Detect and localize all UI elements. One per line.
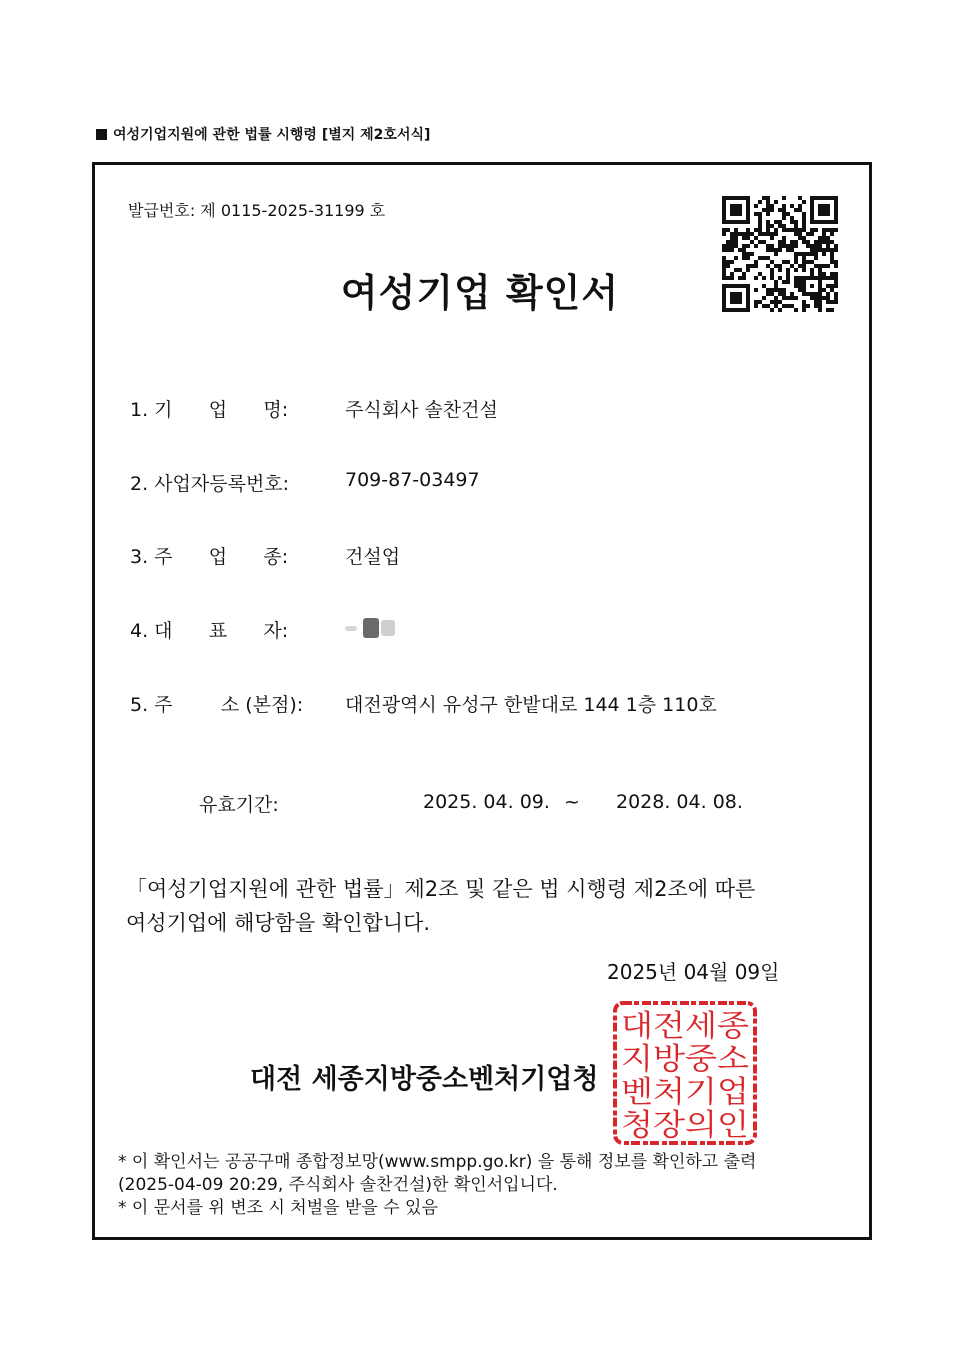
field-label-address: 5. 주 소 (본점): [130,694,304,716]
issue-date: 2025년 04월 09일 [607,960,780,984]
form-label-text: 여성기업지원에 관한 법률 시행령 [별지 제2호서식] [113,127,431,143]
field-value-representative [345,616,401,639]
official-seal-stamp [612,1000,758,1146]
form-label [96,124,430,144]
seal-text-line: 벤처기업 [621,1075,749,1110]
seal-text-line: 대전세종 [621,1009,750,1044]
statement-line-1: 「여성기업지원에 관한 법률」제2조 및 같은 법 시행령 제2조에 따른 [126,877,756,901]
note-line-3: * 이 문서를 위 변조 시 처벌을 받을 수 있음 [118,1198,438,1218]
field-label-representative: 4. 대 표 자: [130,620,289,642]
field-value-address: 대전광역시 유성구 한밭대로 144 1층 110호 [345,694,717,716]
qr-code-icon [722,196,838,312]
validity-separator: ~ [564,791,580,813]
field-label-company-name: 1. 기 업 명: [130,399,289,421]
field-value-business-number: 709-87-03497 [345,469,480,491]
issue-number: 발급번호: 제 0115-2025-31199 호 [128,201,386,220]
validity-label: 유효기간: [199,794,279,816]
seal-text-line: 청장의인 [621,1108,749,1143]
square-bullet-icon [96,129,107,140]
field-label-industry: 3. 주 업 종: [130,546,289,568]
field-value-company-name: 주식회사 솔찬건설 [345,399,498,421]
validity-end-date: 2028. 04. 08. [616,791,743,813]
field-label-business-number: 2. 사업자등록번호: [130,473,290,495]
validity-start-date: 2025. 04. 09. [423,791,550,813]
field-value-industry: 건설업 [345,546,401,568]
statement-line-2: 여성기업에 해당함을 확인합니다. [126,911,431,935]
redacted-name [345,617,401,639]
seal-text-line: 지방중소 [621,1042,750,1077]
document-title: 여성기업 확인서 [340,271,620,315]
issuing-agency: 대전 세종지방중소벤처기업청 [250,1064,599,1095]
note-line-2: (2025-04-09 20:29, 주식회사 솔찬건설)한 확인서입니다. [118,1175,558,1195]
note-line-1: * 이 확인서는 공공구매 종합정보망(www.smpp.go.kr) 을 통해 정보를 확인하고 출력 [118,1152,757,1172]
